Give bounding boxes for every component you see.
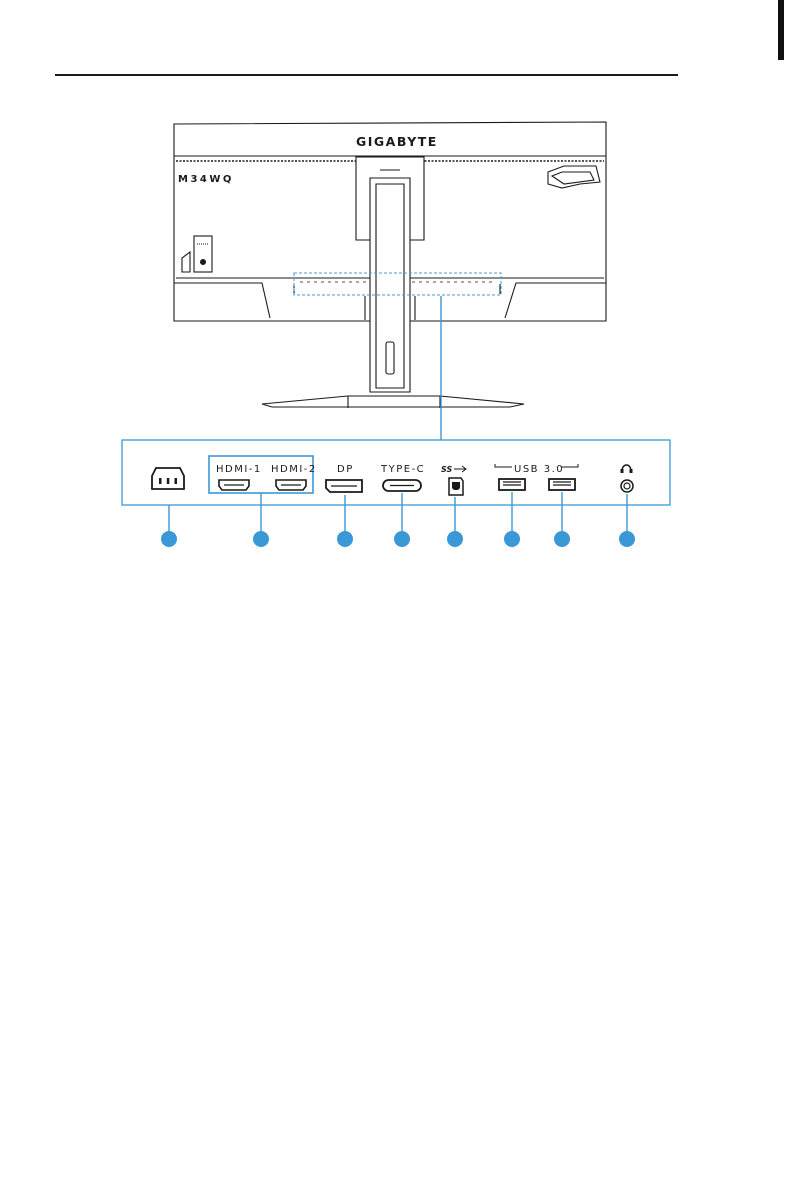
- callout-marker-6: [504, 531, 520, 547]
- callout-marker-1: [161, 531, 177, 547]
- displayport-icon: [326, 480, 362, 492]
- monitor-rear-illustration: [174, 122, 606, 408]
- svg-text:SS: SS: [441, 465, 453, 474]
- callout-marker-8: [619, 531, 635, 547]
- brand-logo: GIGABYTE: [356, 134, 438, 149]
- callout-marker-5: [447, 531, 463, 547]
- dp-label: DP: [337, 464, 354, 475]
- hdmi-1-label: HDMI-1: [216, 464, 262, 475]
- hdmi-2-label: HDMI-2: [271, 464, 317, 475]
- callout-marker-7: [554, 531, 570, 547]
- callout-marker-3: [337, 531, 353, 547]
- model-label: M34WQ: [178, 174, 234, 185]
- headphone-icon: [621, 465, 634, 492]
- hdmi-port-icon: [219, 480, 249, 490]
- page-edge-tab: [778, 0, 784, 60]
- usb-a-port-icon: [549, 479, 575, 490]
- usb-type-c-port-icon: [383, 480, 421, 491]
- callout-marker-4: [394, 531, 410, 547]
- hdmi-port-icon: [276, 480, 306, 490]
- header-rule: [55, 74, 678, 76]
- usb-3-label: USB 3.0: [514, 464, 565, 475]
- type-c-label: TYPE-C: [381, 464, 426, 475]
- usb-a-port-icon: [499, 479, 525, 490]
- ac-power-inlet-icon: [152, 468, 184, 489]
- usb-superspeed-logo-icon: [441, 465, 466, 495]
- callout-marker-2: [253, 531, 269, 547]
